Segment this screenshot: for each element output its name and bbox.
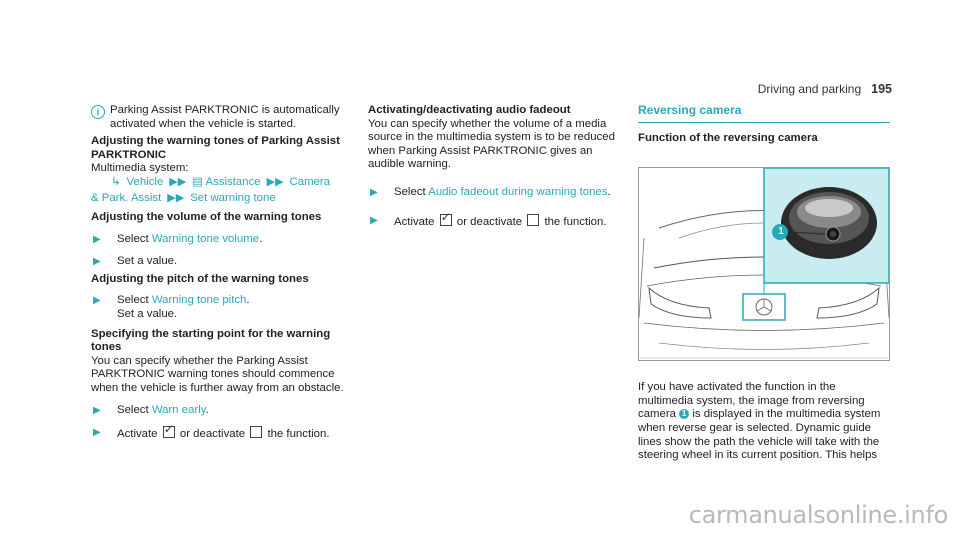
- audio-fadeout-option: Audio fadeout during warning tones: [428, 185, 608, 198]
- heading-volume: Adjusting the volume of the warning tones: [91, 211, 322, 224]
- function-label: the function.: [544, 215, 607, 228]
- watermark: carmanualsonline.info: [688, 501, 948, 529]
- path-park-assist: & Park. Assist: [91, 191, 162, 204]
- heading-adjust-tones: Adjusting the warning tones of Parking Assist PARKTRONIC: [91, 135, 340, 161]
- warning-tone-pitch: Warning tone pitch: [151, 294, 247, 307]
- body-text-a: If you have activated the function in the multimedia system, the image from reversing camera: [638, 381, 865, 421]
- step-label: Select: [117, 294, 149, 307]
- step-arrow-icon: ▶: [93, 295, 101, 307]
- step-label: Select: [117, 232, 149, 245]
- checked-box-icon: [163, 426, 175, 438]
- body-text-b: is displayed in the multimedia system when reverse gear is selected. Dynamic guide lines show the path the vehicle will take with the steering wheel in its current position. This helps: [638, 408, 881, 462]
- callout-1-inline: 1: [679, 409, 689, 419]
- sub-title: Function of the reversing camera: [638, 131, 818, 144]
- column-middle: [368, 104, 630, 230]
- info-note: [91, 104, 354, 131]
- column-right: [638, 104, 890, 463]
- step-select-pitch: ▶ Select Warning tone pitch. Set a value.: [93, 294, 250, 320]
- start-text: You can specify whether the Parking Assist PARKTRONIC warning tones should commence when the vehicle is further away from an obstacle.: [91, 354, 344, 394]
- car-rear-drawing: [639, 168, 889, 360]
- step-arrow-icon: ▶: [370, 214, 378, 226]
- step-warn-early: ▶ Select Warn early.: [93, 403, 209, 416]
- step-activate-fadeout: [368, 214, 630, 230]
- path-set-warning-tone: Set warning tone: [190, 191, 276, 204]
- step-set-value: [91, 255, 354, 269]
- info-icon: i: [91, 105, 105, 119]
- heading-audio-fadeout: Activating/deactivating audio fadeout: [368, 104, 571, 116]
- step-arrow-icon: ▶: [93, 255, 101, 267]
- double-chevron-icon: ▶▶: [266, 175, 284, 188]
- section-title-reversing-camera: Reversing camera: [638, 104, 890, 123]
- warn-early: Warn early: [151, 403, 206, 416]
- path-camera: Camera: [289, 175, 331, 188]
- heading-start: Specifying the starting point for the warning tones: [91, 327, 331, 354]
- step-activate: [91, 426, 354, 442]
- step-label: Select: [394, 185, 426, 198]
- deactivate-label: or deactivate: [179, 427, 246, 440]
- reversing-camera-illustration: [638, 167, 890, 361]
- deactivate-label: or deactivate: [456, 215, 523, 228]
- column-left: [91, 104, 354, 441]
- double-chevron-icon: ▶▶: [167, 191, 185, 204]
- warning-tone-volume: Warning tone volume: [151, 232, 260, 245]
- step-arrow-icon: ▶: [93, 426, 101, 438]
- step-select-volume: ▶ Select Warning tone volume.: [93, 232, 263, 245]
- function-label: the function.: [267, 427, 330, 440]
- heading-pitch: Adjusting the pitch of the warning tones: [91, 272, 309, 285]
- menu-path: [91, 176, 354, 190]
- activate-label: Activate: [394, 215, 435, 228]
- menu-path-line2: [91, 192, 354, 206]
- step-select-fadeout: ▶ Select Audio fadeout during warning tones.: [370, 185, 611, 198]
- step-arrow-icon: ▶: [93, 404, 101, 416]
- page-header: [758, 82, 892, 96]
- page-number: 195: [871, 82, 892, 96]
- path-vehicle: Vehicle: [126, 175, 164, 188]
- step-label: Select: [117, 403, 149, 416]
- activate-label: Activate: [117, 427, 158, 440]
- step-text: Set a value.: [117, 254, 178, 267]
- return-arrow-icon: ↳: [111, 175, 121, 188]
- audio-fadeout-text: You can specify whether the volume of a media source in the multimedia system is to be reduced when Parking Assist PARKTRONIC gives an audible warning.: [368, 117, 615, 171]
- step-arrow-icon: ▶: [93, 233, 101, 245]
- camera-body-text: [638, 381, 890, 463]
- callout-1-label: 1: [778, 226, 784, 238]
- multimedia-label: Multimedia system:: [91, 162, 189, 175]
- assistance-car-icon: ▤: [192, 175, 203, 188]
- unchecked-box-icon: [527, 214, 539, 226]
- step-text: Set a value.: [117, 307, 178, 320]
- section-name: Driving and parking: [757, 82, 862, 96]
- double-chevron-icon: ▶▶: [169, 175, 187, 188]
- checked-box-icon: [440, 214, 452, 226]
- note-text: Parking Assist PARKTRONIC is automatically activated when the vehicle is started.: [110, 104, 340, 130]
- unchecked-box-icon: [250, 426, 262, 438]
- step-arrow-icon: ▶: [370, 186, 378, 198]
- path-assistance: Assistance: [205, 175, 261, 188]
